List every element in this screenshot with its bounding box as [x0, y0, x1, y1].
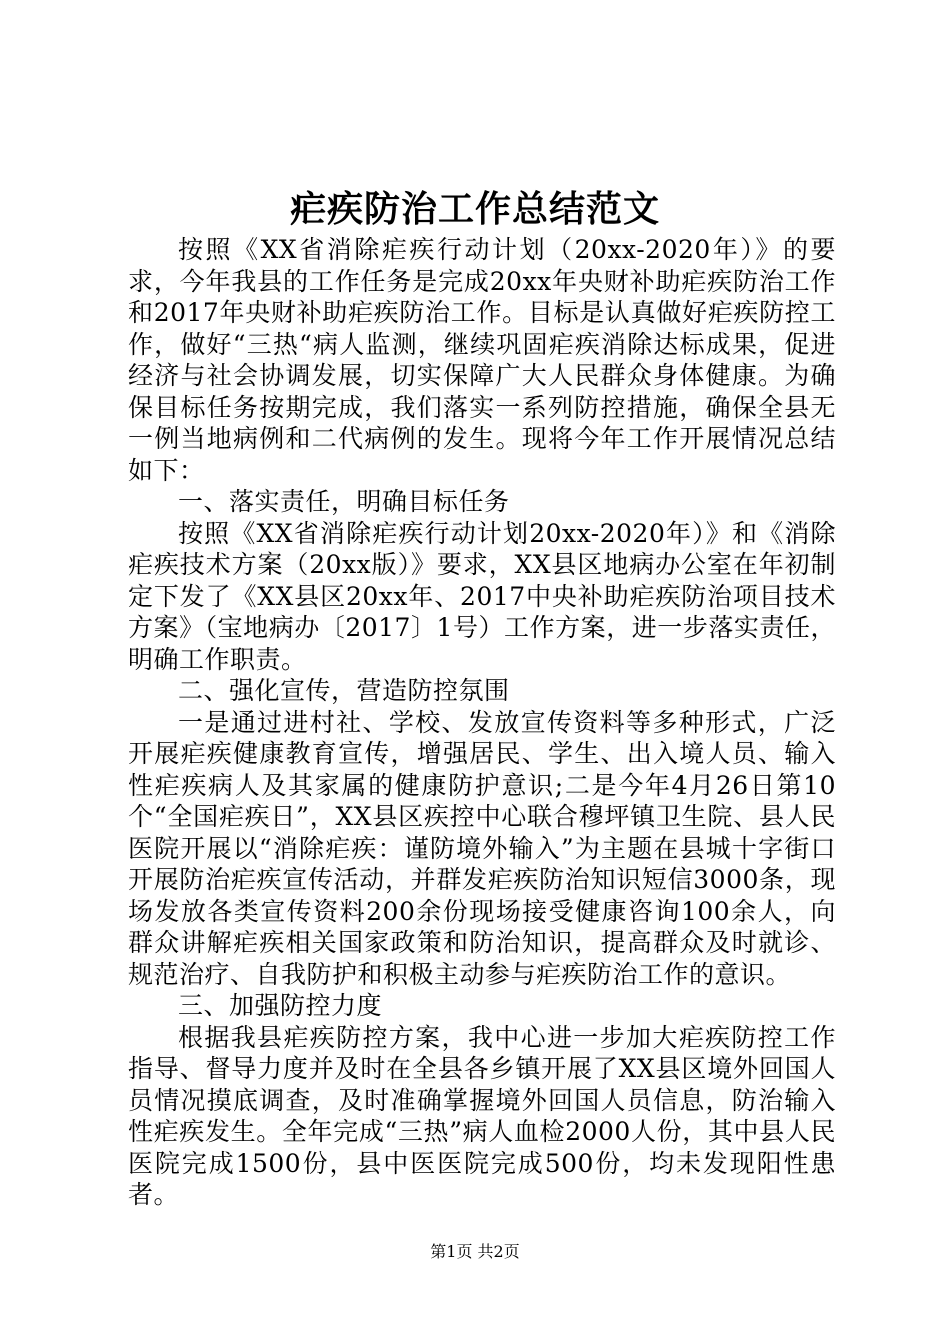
section-3-paragraph: 根据我县疟疾防控方案，我中心进一步加大疟疾防控工作指导、督导力度并及时在全县各乡镇开展了XX县区境外回国人员情况摸底调查，及时准确掌握境外回国人员信息，防治输入性疟疾发生。全年完成“三热”病人血检2000人份，其中县人民医院完成1500份，县中医医院完成500份，均未发现阳性患者。 [128, 1022, 836, 1209]
document-title: 疟疾防治工作总结范文 [289, 188, 660, 230]
section-heading-1: 一、落实责任，明确目标任务 [178, 487, 510, 516]
document-body [128, 234, 836, 1211]
intro-paragraph: 按照《XX省消除疟疾行动计划（20xx-2020年）》的要求，今年我县的工作任务是完成20xx年央财补助疟疾防治工作和2017年央财补助疟疾防治工作。目标是认真做好疟疾防控工作，做好“三热“病人监测，继续巩固疟疾消除达标成果，促进经济与社会协调发展，切实保障广大人民群众身体健康。为确保目标任务按期完成，我们落实一系列防控措施，确保全县无一例当地病例和二代病例的发生。现将今年工作开展情况总结如下： [128, 235, 836, 485]
page-footer: 第1页 共2页 [430, 1242, 520, 1261]
section-heading-2: 二、强化宣传，营造防控氛围 [178, 676, 510, 705]
section-1-paragraph: 按照《XX省消除疟疾行动计划20xx-2020年）》和《消除疟疾技术方案（20xx版）》要求，XX县区地病办公室在年初制定下发了《XX县区20xx年、2017中央补助疟疾防治项目技术方案》（宝地病办〔2017〕1号）工作方案，进一步落实责任，明确工作职责。 [128, 518, 836, 674]
section-heading-3: 三、加强防控力度 [178, 991, 383, 1020]
section-2-paragraph: 一是通过进村社、学校、发放宣传资料等多种形式，广泛开展疟疾健康教育宣传，增强居民、学生、出入境人员、输入性疟疾病人及其家属的健康防护意识;二是今年4月26日第10个“全国疟疾日”，XX县区疾控中心联合穆坪镇卫生院、县人民医院开展以“消除疟疾：谨防境外输入”为主题在县城十字街口开展防治疟疾宣传活动，并群发疟疾防治知识短信3000条，现场发放各类宣传资料200余份现场接受健康咨询100余人，向群众讲解疟疾相关国家政策和防治知识，提高群众及时就诊、规范治疗、自我防护和积极主动参与疟疾防治工作的意识。 [128, 707, 836, 989]
